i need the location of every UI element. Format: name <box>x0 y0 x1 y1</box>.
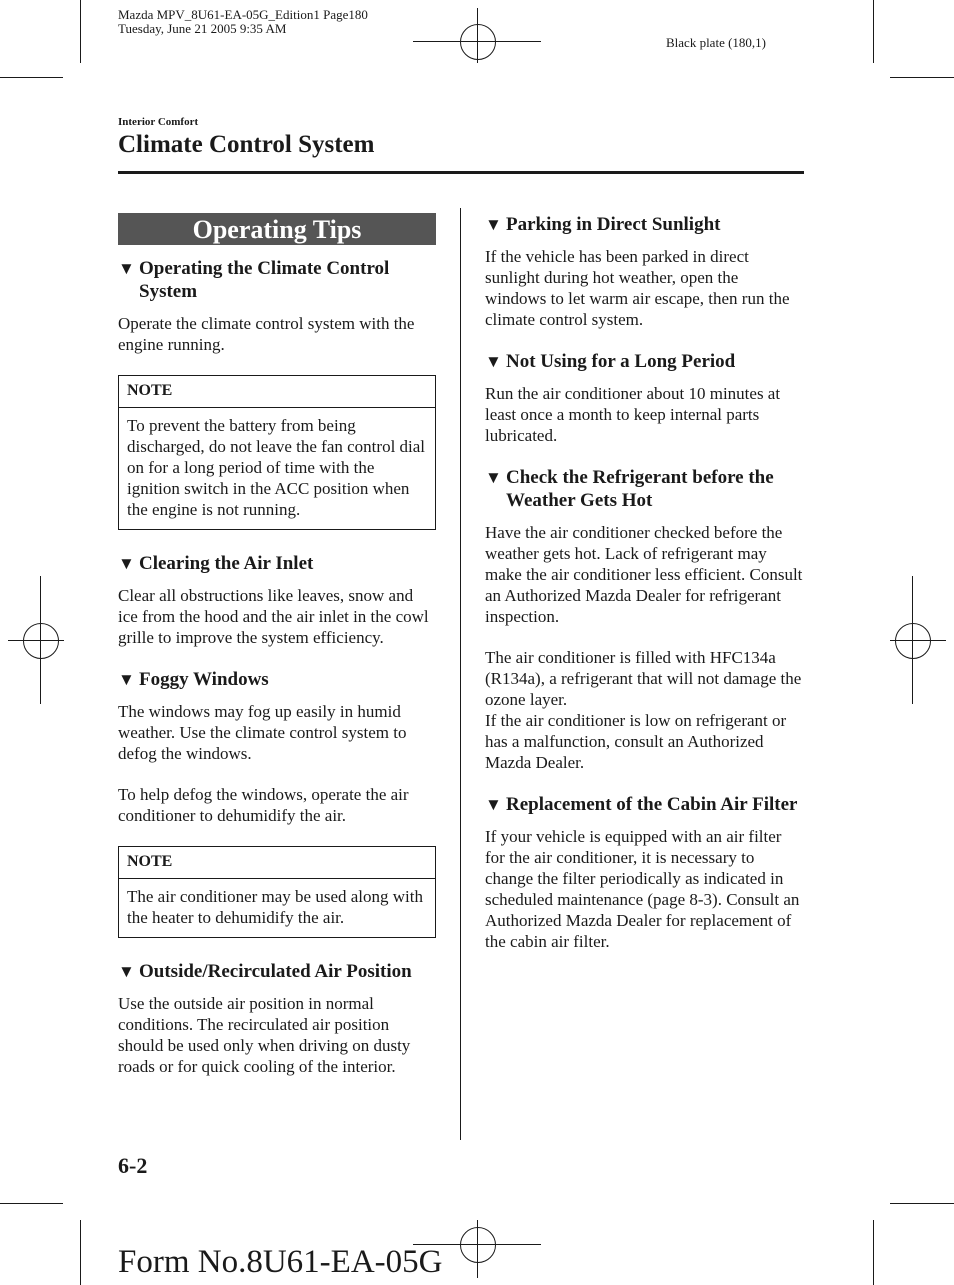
print-info <box>118 8 368 36</box>
paragraph: The air conditioner is filled with HFC134a (R134a), a refrigerant that will not damage the ozone layer. <box>485 648 802 709</box>
heading-text: Not Using for a Long Period <box>506 351 736 372</box>
paragraph: Clear all obstructions like leaves, snow and ice from the hood and the air inlet in the cowl grille to improve the system efficiency. <box>118 586 429 647</box>
crop-mark <box>80 0 81 63</box>
heading-text: Foggy Windows <box>139 669 269 690</box>
crop-mark <box>890 77 954 78</box>
column-divider <box>460 208 461 1140</box>
crop-mark <box>873 1220 874 1285</box>
crop-mark <box>873 0 874 63</box>
heading-text: Clearing the Air Inlet <box>139 553 314 574</box>
triangle-down-icon: ▼ <box>485 468 502 487</box>
heading-text: Operating the Climate Control System <box>139 258 390 302</box>
crop-mark <box>0 1203 63 1204</box>
triangle-down-icon: ▼ <box>118 554 135 573</box>
section-heading <box>485 793 803 816</box>
section-heading <box>485 466 803 512</box>
triangle-down-icon: ▼ <box>485 352 502 371</box>
page-title: Climate Control System <box>118 131 375 158</box>
paragraph: To help defog the windows, operate the air conditioner to dehumidify the air. <box>118 785 409 825</box>
crop-mark <box>0 77 63 78</box>
section-heading <box>118 960 436 983</box>
note-text: The air conditioner may be used along with the heater to dehumidify the air. <box>127 887 423 927</box>
print-info-line2: Tuesday, June 21 2005 9:35 AM <box>118 21 287 36</box>
paragraph: If the air conditioner is low on refrigerant or has a malfunction, consult an Authorized Mazda Dealer. <box>485 711 787 772</box>
section-heading <box>118 552 436 575</box>
form-number: Form No.8U61-EA-05G <box>118 1244 443 1280</box>
registration-circle <box>895 623 931 659</box>
heading-text: Check the Refrigerant before the Weather Gets Hot <box>506 467 774 511</box>
section-heading <box>485 350 803 373</box>
section-heading <box>485 213 803 236</box>
triangle-down-icon: ▼ <box>118 670 135 689</box>
paragraph: The windows may fog up easily in humid weather. Use the climate control system to defog the windows. <box>118 702 407 763</box>
registration-circle <box>460 1227 496 1263</box>
note-box <box>118 846 436 938</box>
paragraph: If your vehicle is equipped with an air filter for the air conditioner, it is necessary to change the filter periodically as indicated in scheduled maintenance (page 8-3). Consult an Authorized Mazda Dealer for replacement of the cabin air filter. <box>485 827 800 951</box>
operating-tips-banner: Operating Tips <box>118 213 436 245</box>
crop-mark <box>890 1203 954 1204</box>
section-heading <box>118 257 436 303</box>
section-label: Interior Comfort <box>118 116 199 128</box>
note-label: NOTE <box>119 376 435 408</box>
heading-text: Outside/Recirculated Air Position <box>139 961 412 982</box>
paragraph: Run the air conditioner about 10 minutes at least once a month to keep internal parts lubricated. <box>485 384 781 445</box>
paragraph: Use the outside air position in normal conditions. The recirculated air position should be used only when driving on dusty roads or for quick cooling of the interior. <box>118 994 411 1076</box>
registration-circle <box>23 623 59 659</box>
left-column <box>118 213 436 1077</box>
section-heading <box>118 668 436 691</box>
note-label: NOTE <box>119 847 435 879</box>
triangle-down-icon: ▼ <box>118 962 135 981</box>
title-rule <box>118 171 804 174</box>
note-text: To prevent the battery from being discharged, do not leave the fan control dial on for a long period of time with the ignition switch in the ACC position when the engine is not running. <box>127 416 426 519</box>
crop-mark <box>80 1220 81 1285</box>
heading-text: Parking in Direct Sunlight <box>506 214 721 235</box>
paragraph: Have the air conditioner checked before the weather gets hot. Lack of refrigerant may make the air conditioner less efficient. Consult an Authorized Mazda Dealer for refrigerant inspection. <box>485 523 803 626</box>
print-info-line1: Mazda MPV_8U61-EA-05G_Edition1 Page180 <box>118 7 368 22</box>
paragraph: Operate the climate control system with the engine running. <box>118 314 415 354</box>
heading-text: Replacement of the Cabin Air Filter <box>506 794 798 815</box>
page-number: 6-2 <box>118 1153 148 1178</box>
note-box <box>118 375 436 530</box>
registration-circle <box>460 24 496 60</box>
right-column <box>485 213 803 952</box>
triangle-down-icon: ▼ <box>485 215 502 234</box>
triangle-down-icon: ▼ <box>485 795 502 814</box>
paragraph: If the vehicle has been parked in direct sunlight during hot weather, open the windows to let warm air escape, then run the climate control system. <box>485 247 790 329</box>
plate-label: Black plate (180,1) <box>666 35 766 50</box>
triangle-down-icon: ▼ <box>118 259 135 278</box>
